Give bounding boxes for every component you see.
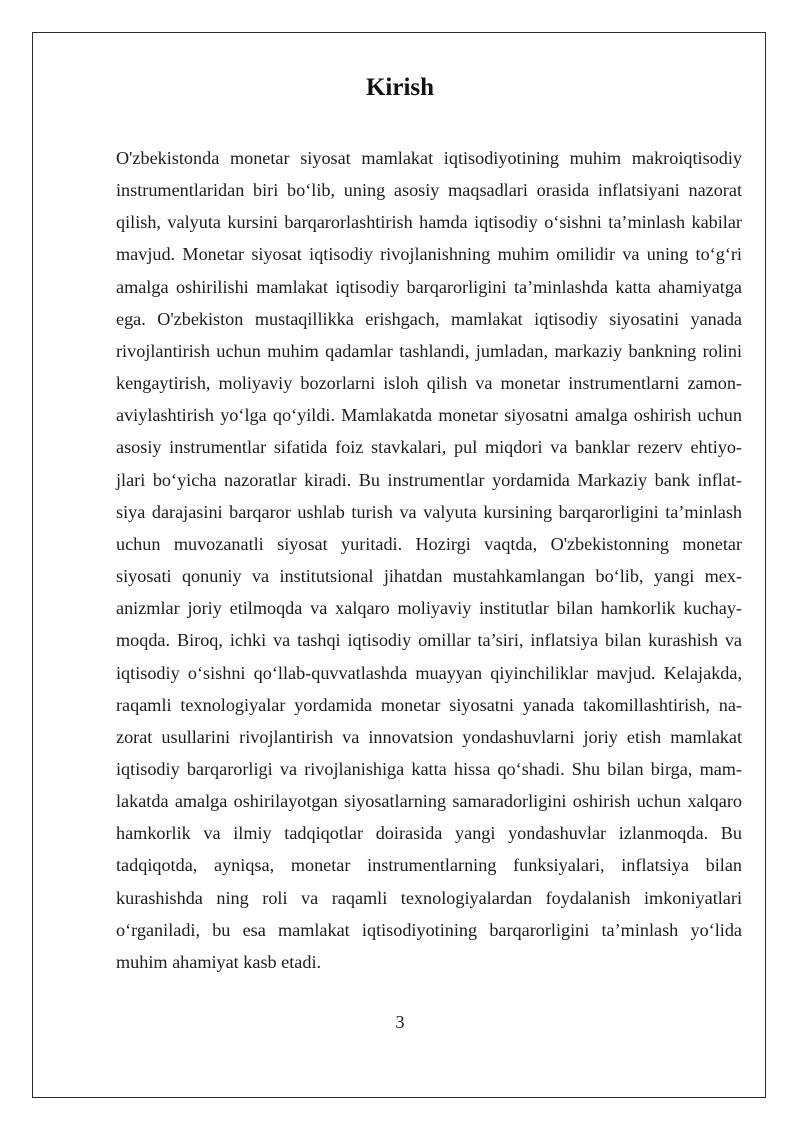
paragraph-line: amalga oshirilishi mamlakat iqtisodiy barqarorligini ta’minlashda katta ahamiyatga [116, 276, 742, 297]
paragraph-line: siyosati qonuniy va institutsional jihatdan mustahkamlangan bo‘lib, yangi mex- [116, 566, 742, 587]
paragraph-line: muhim ahamiyat kasb etadi. [116, 951, 322, 972]
paragraph-line: jlari bo‘yicha nazoratlar kiradi. Bu instrumentlar yordamida Markaziy bank inflat- [116, 469, 742, 490]
paragraph-line: o‘rganiladi, bu esa mamlakat iqtisodiyotining barqarorligini ta’minlash yo‘lida [116, 919, 742, 940]
paragraph-line: rivojlantirish uchun muhim qadamlar tashlandi, jumladan, markaziy bankning rolini [116, 340, 742, 361]
paragraph-line: instrumentlaridan biri bo‘lib, uning asosiy maqsadlari orasida inflatsiyani nazorat [116, 180, 742, 201]
paragraph-line: siya darajasini barqaror ushlab turish va valyuta kursining barqarorligini ta’minlash [116, 501, 742, 522]
page-title: Kirish [365, 74, 435, 101]
paragraph-line: hamkorlik va ilmiy tadqiqotlar doirasida yangi yondashuvlar izlanmoqda. Bu [116, 823, 742, 844]
paragraph-line: raqamli texnologiyalar yordamida monetar siyosatni yanada takomillashtirish, na- [116, 694, 742, 715]
paragraph-line: moqda. Biroq, ichki va tashqi iqtisodiy omillar ta’siri, inflatsiya bilan kurashish va [116, 630, 742, 651]
paragraph-line: mavjud. Monetar siyosat iqtisodiy rivojlanishning muhim omilidir va uning to‘g‘ri [116, 244, 742, 265]
paragraph-line: uchun muvozanatli siyosat yuritadi. Hozirgi vaqtda, O'zbekistonning monetar [116, 533, 742, 554]
paragraph-line: tadqiqotda, ayniqsa, monetar instrumentlarning funksiyalari, inflatsiya bilan [116, 855, 742, 876]
paragraph-line: ega. O'zbekiston mustaqillikka erishgach, mamlakat iqtisodiy siyosatini yanada [116, 308, 742, 329]
paragraph-line: qilish, valyuta kursini barqarorlashtirish hamda iqtisodiy o‘sishni ta’minlash kabilar [116, 212, 742, 233]
paragraph-line: lakatda amalga oshirilayotgan siyosatlarning samaradorligini oshirish uchun xalqaro [116, 791, 742, 812]
body-paragraph [116, 142, 742, 978]
paragraph-line: O'zbekistonda monetar siyosat mamlakat iqtisodiyotining muhim makroiqtisodiy [116, 148, 742, 168]
paragraph-line: iqtisodiy o‘sishni qo‘llab-quvvatlashda muayyan qiyinchiliklar mavjud. Kelajakda, [116, 662, 742, 683]
paragraph-line: kengaytirish, moliyaviy bozorlarni isloh qilish va monetar instrumentlarni zamon- [116, 373, 742, 394]
paragraph-line: zorat usullarini rivojlantirish va innovatsion yondashuvlarni joriy etish mamlakat [116, 726, 742, 747]
paragraph-line: anizmlar joriy etilmoqda va xalqaro moliyaviy institutlar bilan hamkorlik kuchay- [116, 598, 742, 619]
paragraph-line: asosiy instrumentlar sifatida foiz stavkalari, pul miqdori va banklar rezerv ehtiyo- [116, 437, 742, 458]
paragraph-line: kurashishda ning roli va raqamli texnologiyalardan foydalanish imkoniyatlari [116, 887, 742, 908]
paragraph-line: iqtisodiy barqarorligi va rivojlanishiga katta hissa qo‘shadi. Shu bilan birga, mam- [116, 758, 742, 779]
paragraph-line: aviylashtirish yo‘lga qo‘yildi. Mamlakatda monetar siyosatni amalga oshirish uchun [116, 405, 742, 426]
page-number: 3 [395, 1012, 405, 1032]
